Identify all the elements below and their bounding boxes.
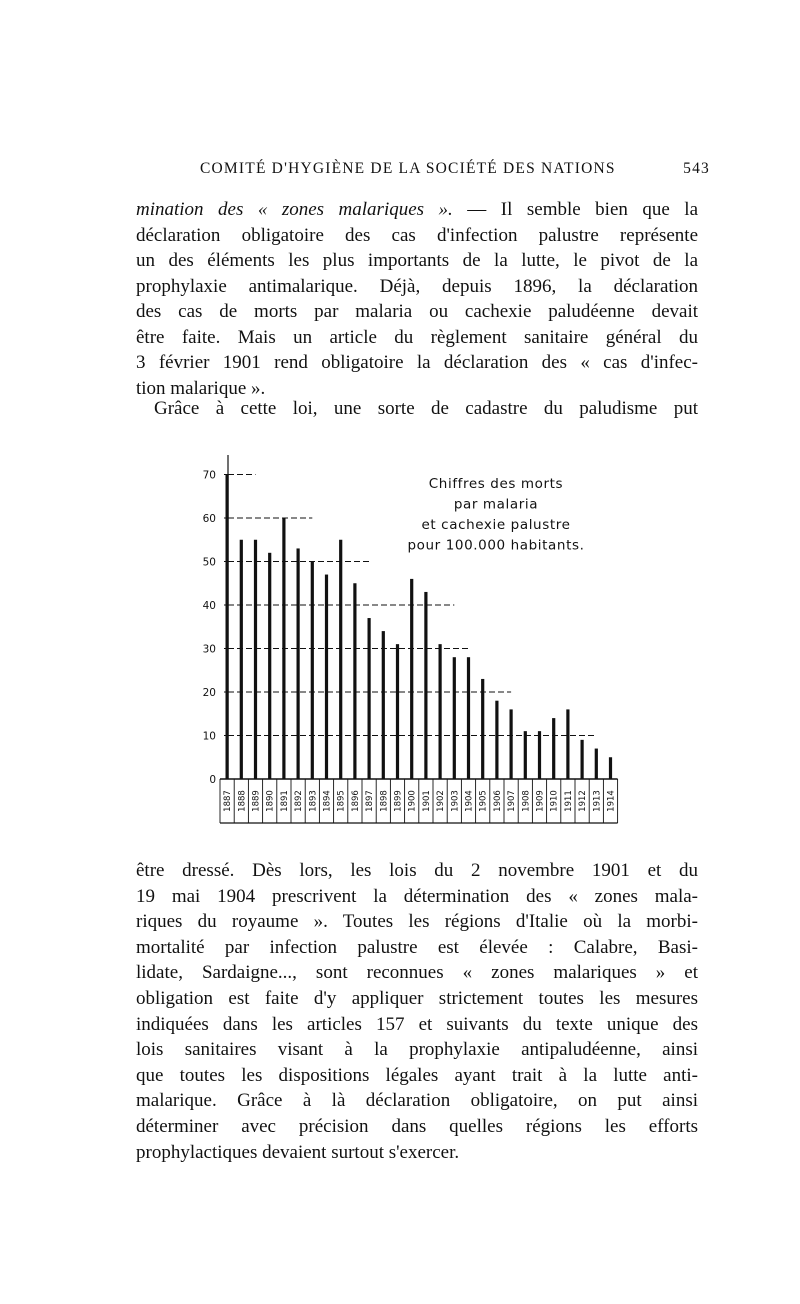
- bar: [325, 575, 328, 779]
- bar: [595, 749, 598, 779]
- malaria-deaths-chart: [180, 455, 640, 830]
- x-tick-label: 1893: [308, 790, 319, 812]
- text-line: malarique. Grâce à là déclaration obligatoire, on put ainsi: [136, 1090, 698, 1112]
- text-line: 3 février 1901 rend obligatoire la déclaration des « cas d'infec-: [136, 352, 698, 373]
- bar: [368, 618, 371, 779]
- chart-title-line: et cachexie palustre: [421, 517, 571, 533]
- text-line: des cas de morts par malaria ou cachexie paludéenne devait: [136, 301, 698, 322]
- y-tick-label: 0: [209, 774, 216, 786]
- x-tick-label: 1906: [492, 790, 503, 812]
- x-tick-label: 1907: [507, 790, 518, 812]
- x-tick-label: 1905: [478, 790, 489, 812]
- x-tick-label: 1912: [578, 790, 589, 812]
- bar: [524, 731, 527, 779]
- text-line: obligation est faite d'y appliquer strictement toutes les mesures: [136, 987, 698, 1009]
- text-line: indiquées dans les articles 157 et suivants du texte unique des: [136, 1013, 698, 1035]
- x-tick-label: 1902: [436, 790, 447, 812]
- y-tick-label: 50: [202, 556, 216, 569]
- x-tick-label: 1913: [592, 790, 603, 812]
- text-line: déclaration obligatoire des cas d'infection palustre représente: [136, 224, 698, 246]
- text-line: lois sanitaires visant à la prophylaxie antipaludéenne, ainsi: [136, 1039, 698, 1061]
- chart-title-line: Chiffres des morts: [428, 476, 564, 492]
- bar: [467, 657, 470, 779]
- text-line: un des éléments les plus importants de la lutte, le pivot de la: [136, 250, 698, 271]
- bar: [396, 644, 399, 779]
- x-tick-label: 1909: [535, 790, 546, 812]
- bar: [566, 709, 569, 779]
- x-tick-label: 1892: [294, 790, 305, 812]
- y-tick-label: 20: [202, 687, 216, 699]
- bar: [282, 518, 285, 779]
- bar: [382, 631, 385, 779]
- x-tick-label: 1897: [365, 790, 376, 812]
- bar: [311, 562, 314, 780]
- text-line: lidate, Sardaigne..., sont reconnues « zones malariques » et: [136, 962, 698, 984]
- y-tick-label: 40: [202, 600, 216, 612]
- bar: [552, 718, 555, 779]
- x-tick-label: 1888: [237, 790, 248, 812]
- text-line: être dressé. Dès lors, les lois du 2 novembre 1901 et du: [136, 860, 698, 881]
- bar: [581, 740, 584, 779]
- bar: [240, 540, 243, 779]
- y-tick-label: 70: [202, 469, 216, 482]
- bar: [297, 548, 300, 779]
- bar: [410, 579, 413, 779]
- x-tick-label: 1891: [279, 790, 290, 812]
- x-tick-label: 1896: [350, 790, 361, 812]
- paragraph-3: [136, 858, 698, 1165]
- page-header: [200, 160, 710, 184]
- bar: [226, 475, 229, 780]
- text-line: mortalité par infection palustre est élevée : Calabre, Basi-: [136, 936, 698, 958]
- bar: [254, 540, 257, 779]
- text-line: prophylactiques devaient surtout s'exercer.: [136, 1141, 460, 1163]
- text-line: riques du royaume ». Toutes les régions d'Italie où la morbi-: [136, 911, 698, 933]
- x-tick-label: 1899: [393, 790, 404, 812]
- bar: [339, 540, 342, 779]
- chart-title-line: pour 100.000 habitants.: [407, 537, 585, 554]
- x-tick-label: 1911: [563, 790, 574, 812]
- bar: [538, 731, 541, 779]
- x-tick-label: 1889: [251, 790, 262, 812]
- paragraph-2: [136, 396, 698, 422]
- text-line: que toutes les dispositions légales ayant trait à la lutte anti-: [136, 1064, 698, 1086]
- text-line: prophylaxie antimalarique. Déjà, depuis 1896, la déclaration: [136, 275, 698, 297]
- x-tick-label: 1890: [265, 790, 276, 812]
- text-line: être faite. Mais un article du règlement sanitaire général du: [136, 326, 698, 348]
- text-line: 19 mai 1904 prescrivent la détermination des « zones mala-: [136, 885, 698, 907]
- y-tick-label: 10: [202, 730, 216, 743]
- y-tick-label: 30: [202, 643, 216, 656]
- x-tick-label: 1914: [606, 790, 617, 812]
- bar: [609, 757, 612, 779]
- x-tick-label: 1900: [407, 790, 418, 812]
- text-line: Grâce à cette loi, une sorte de cadastre du paludisme put: [154, 398, 698, 419]
- italic-phrase: mination des « zones malariques ».: [136, 199, 453, 220]
- x-tick-label: 1904: [464, 790, 475, 812]
- x-tick-label: 1894: [322, 790, 333, 812]
- text-line: déterminer avec précision dans quelles régions les efforts: [136, 1115, 698, 1137]
- chart-title-line: par malaria: [453, 496, 539, 513]
- x-tick-label: 1901: [421, 790, 432, 812]
- x-tick-label: 1908: [521, 790, 532, 812]
- text-line: mination des « zones malariques ». — Il semble bien que la: [136, 199, 699, 220]
- bar: [439, 644, 442, 779]
- y-tick-label: 60: [202, 513, 216, 525]
- running-title: COMITÉ D'HYGIÈNE DE LA SOCIÉTÉ DES NATIONS: [200, 160, 616, 177]
- bar: [353, 583, 356, 779]
- page-number: 543: [683, 160, 710, 177]
- paragraph-1: [136, 197, 698, 401]
- bar: [453, 657, 456, 779]
- x-tick-label: 1895: [336, 790, 347, 812]
- bar: [495, 701, 498, 779]
- x-tick-label: 1910: [549, 790, 560, 812]
- text-line: tion malarique ».: [136, 377, 266, 399]
- bar: [510, 709, 513, 779]
- x-tick-label: 1898: [379, 790, 390, 812]
- bar: [481, 679, 484, 779]
- x-tick-label: 1903: [450, 790, 461, 812]
- x-tick-label: 1887: [223, 790, 234, 812]
- bar: [424, 592, 427, 779]
- bar: [268, 553, 271, 779]
